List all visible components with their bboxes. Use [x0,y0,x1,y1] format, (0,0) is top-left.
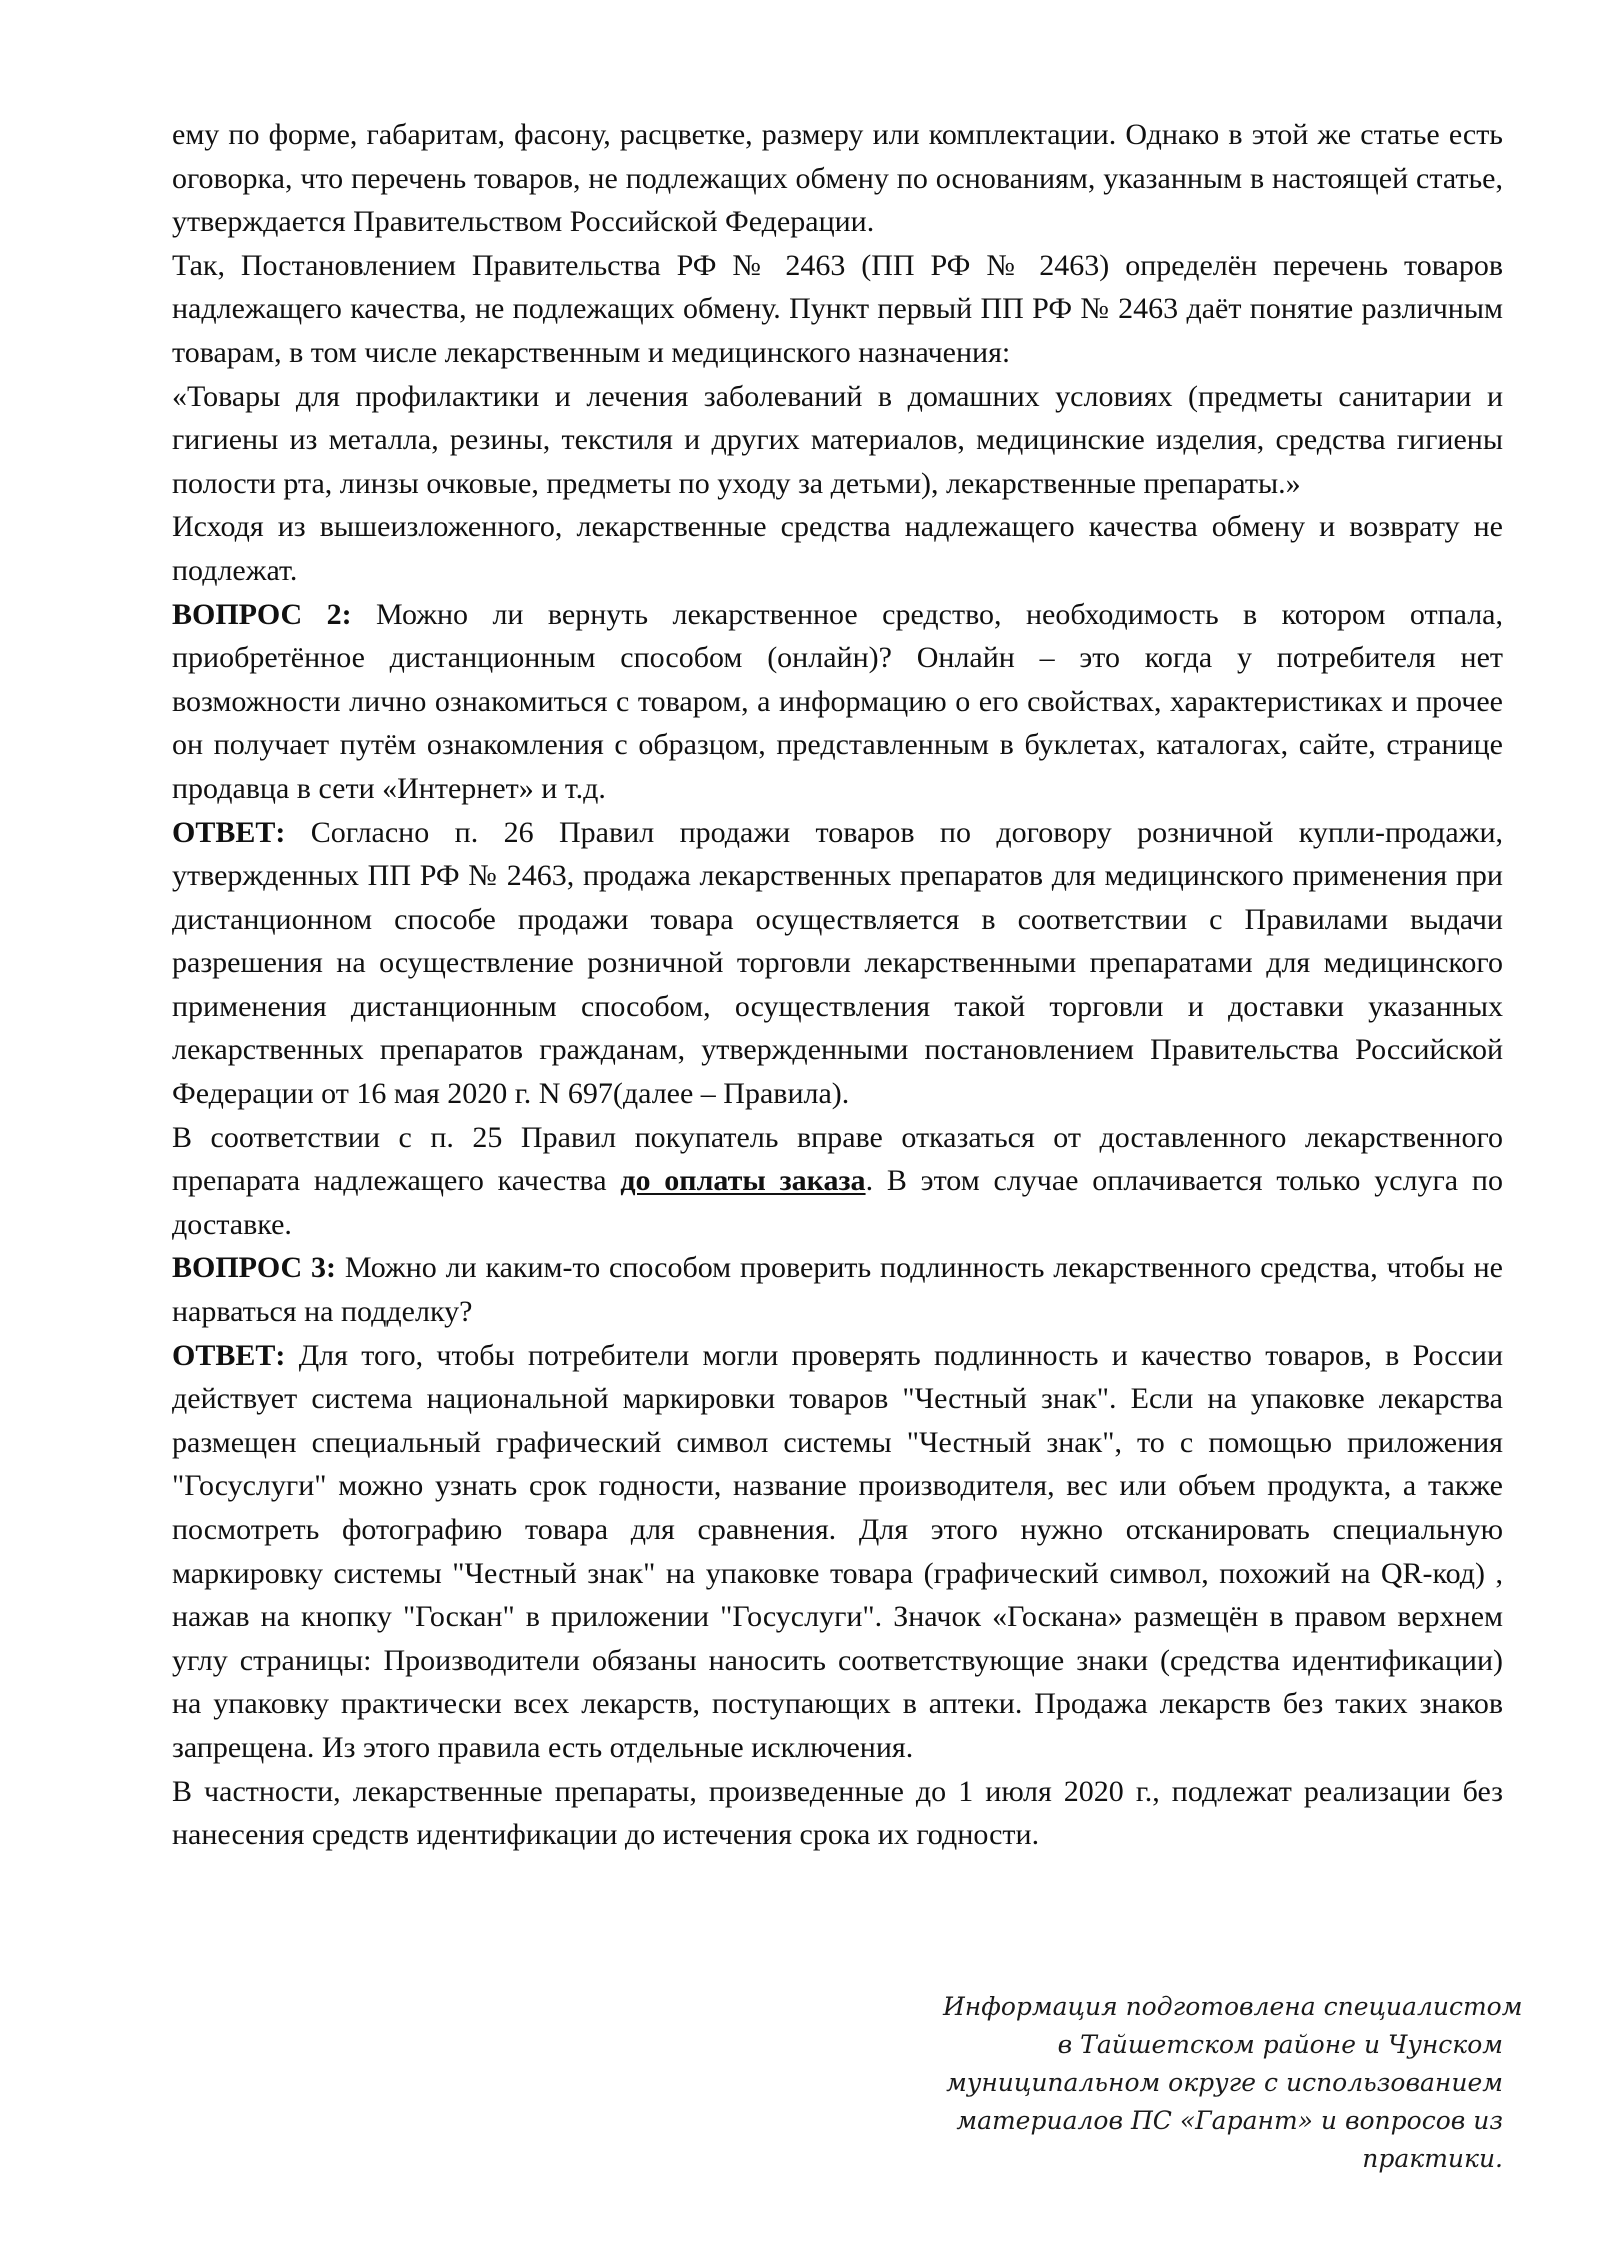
paragraph-text: «Товары для профилактики и лечения заболеваний в домашних условиях (предметы санитарии и гигиены из металла, резины, текстиля и других материалов, медицинские изделия, средства гигиены полости рта, линзы очковые, предметы по уходу за детьми), лекарственные препараты.» [172,379,1503,500]
paragraph-text: В соответствии с п. 25 Правил покупатель вправе отказаться от доставленного лекарственного препарата надлежащего качества [172,1120,1503,1198]
bold-label: ВОПРОС 2: [172,597,352,631]
paragraph-text: В частности, лекарственные препараты, произведенные до 1 июля 2020 г., подлежат реализации без нанесения средств идентификации до истечения срока их годности. [172,1774,1503,1852]
signature-line: муниципальном округе с использованием [946,2068,1503,2097]
bold-label: ВОПРОС 3: [172,1251,337,1285]
paragraph-exceptions [172,1770,1503,1857]
signature-line: практики. [1362,2144,1503,2173]
paragraph-decree-quote [172,375,1503,506]
question-2 [172,593,1503,811]
signature-line: материалов ПС «Гарант» и вопросов из [956,2106,1503,2135]
paragraph-exchange-conditions [172,113,1503,244]
paragraph-text: Исходя из вышеизложенного, лекарственные средства надлежащего качества обмену и возврату не подлежат. [172,510,1503,587]
bold-label: ОТВЕТ: [172,815,286,849]
document-body [172,113,1503,1857]
paragraph-text: Можно ли вернуть лекарственное средство, необходимость в котором отпала, приобретённое дистанционным способом (онлайн)? Онлайн – это когда у потребителя нет возможности лично ознакомиться с товаром, а информацию о его свойствах, характеристиках и прочее он получает путём ознакомления с образцом, представленным в буклетах, каталогах, сайте, странице продавца в сети «Интернет» и т.д. [172,597,1504,805]
signature-line: в Тайшетском районе и Чунском [1057,2030,1503,2059]
answer-2 [172,811,1503,1116]
emphasis-underlined: до оплаты заказа [620,1164,866,1198]
signature-line: Информация подготовлена специалистом [943,1992,1523,2021]
paragraph-text: ему по форме, габаритам, фасону, расцветке, размеру или комплектации. Однако в этой же статье есть оговорка, что перечень товаров, не подлежащих обмену по основаниям, указанным в настоящей статье, утверждается Правительством Российской Федерации. [172,118,1503,239]
paragraph-refusal-rule [172,1116,1503,1247]
paragraph-text: . В этом случае оплачивается только услуга по доставке. [172,1164,1503,1241]
answer-3 [172,1334,1503,1770]
paragraph-government-decree [172,244,1503,375]
bold-label: ОТВЕТ: [172,1338,286,1372]
question-3 [172,1246,1503,1333]
paragraph-text: Так, Постановлением Правительства РФ № 2463 (ПП РФ № 2463) определён перечень товаров надлежащего качества, не подлежащих обмену. Пункт первый ПП РФ № 2463 даёт понятие различным товарам, в том числе лекарственным и медицинского назначения: [172,248,1503,369]
paragraph-conclusion [172,505,1503,592]
paragraph-text: Согласно п. 26 Правил продажи товаров по договору розничной купли-продажи, утвержденных ПП РФ № 2463, продажа лекарственных препаратов для медицинского применения при дистанционном способе продажи товара осуществляется в соответствии с Правилами выдачи разрешения на осуществление розничной торговли лекарственными препаратами для медицинского применения дистанционным способом, осуществления такой торговли и доставки указанных лекарственных препаратов гражданам, утвержденными постановлением Правительства Российской Федерации от 16 мая 2020 г. N 697(далее – Правила). [172,815,1503,1111]
paragraph-text: Для того, чтобы потребители могли проверять подлинность и качество товаров, в России действует система национальной маркировки товаров "Честный знак". Если на упаковке лекарства размещен специальный графический символ системы "Честный знак", то с помощью приложения "Госуслуги" можно узнать срок годности, название производителя, вес или объем продукта, а также посмотреть фотографию товара для сравнения. Для этого нужно отсканировать специальную маркировку системы "Честный знак" на упаковке товара (графический символ, похожий на QR-код) , нажав на кнопку "Госкан" в приложении "Госуслуги". Значок «Госкана» размещён в правом верхнем углу страницы: Производители обязаны наносить соответствующие знаки (средства идентификации) на упаковку практически всех лекарств, поступающих в аптеки. Продажа лекарств без таких знаков запрещена. Из этого правила есть отдельные исключения. [172,1338,1503,1764]
author-signature [943,1988,1523,2178]
paragraph-text: Можно ли каким-то способом проверить подлинность лекарственного средства, чтобы не нарваться на подделку? [172,1251,1503,1329]
